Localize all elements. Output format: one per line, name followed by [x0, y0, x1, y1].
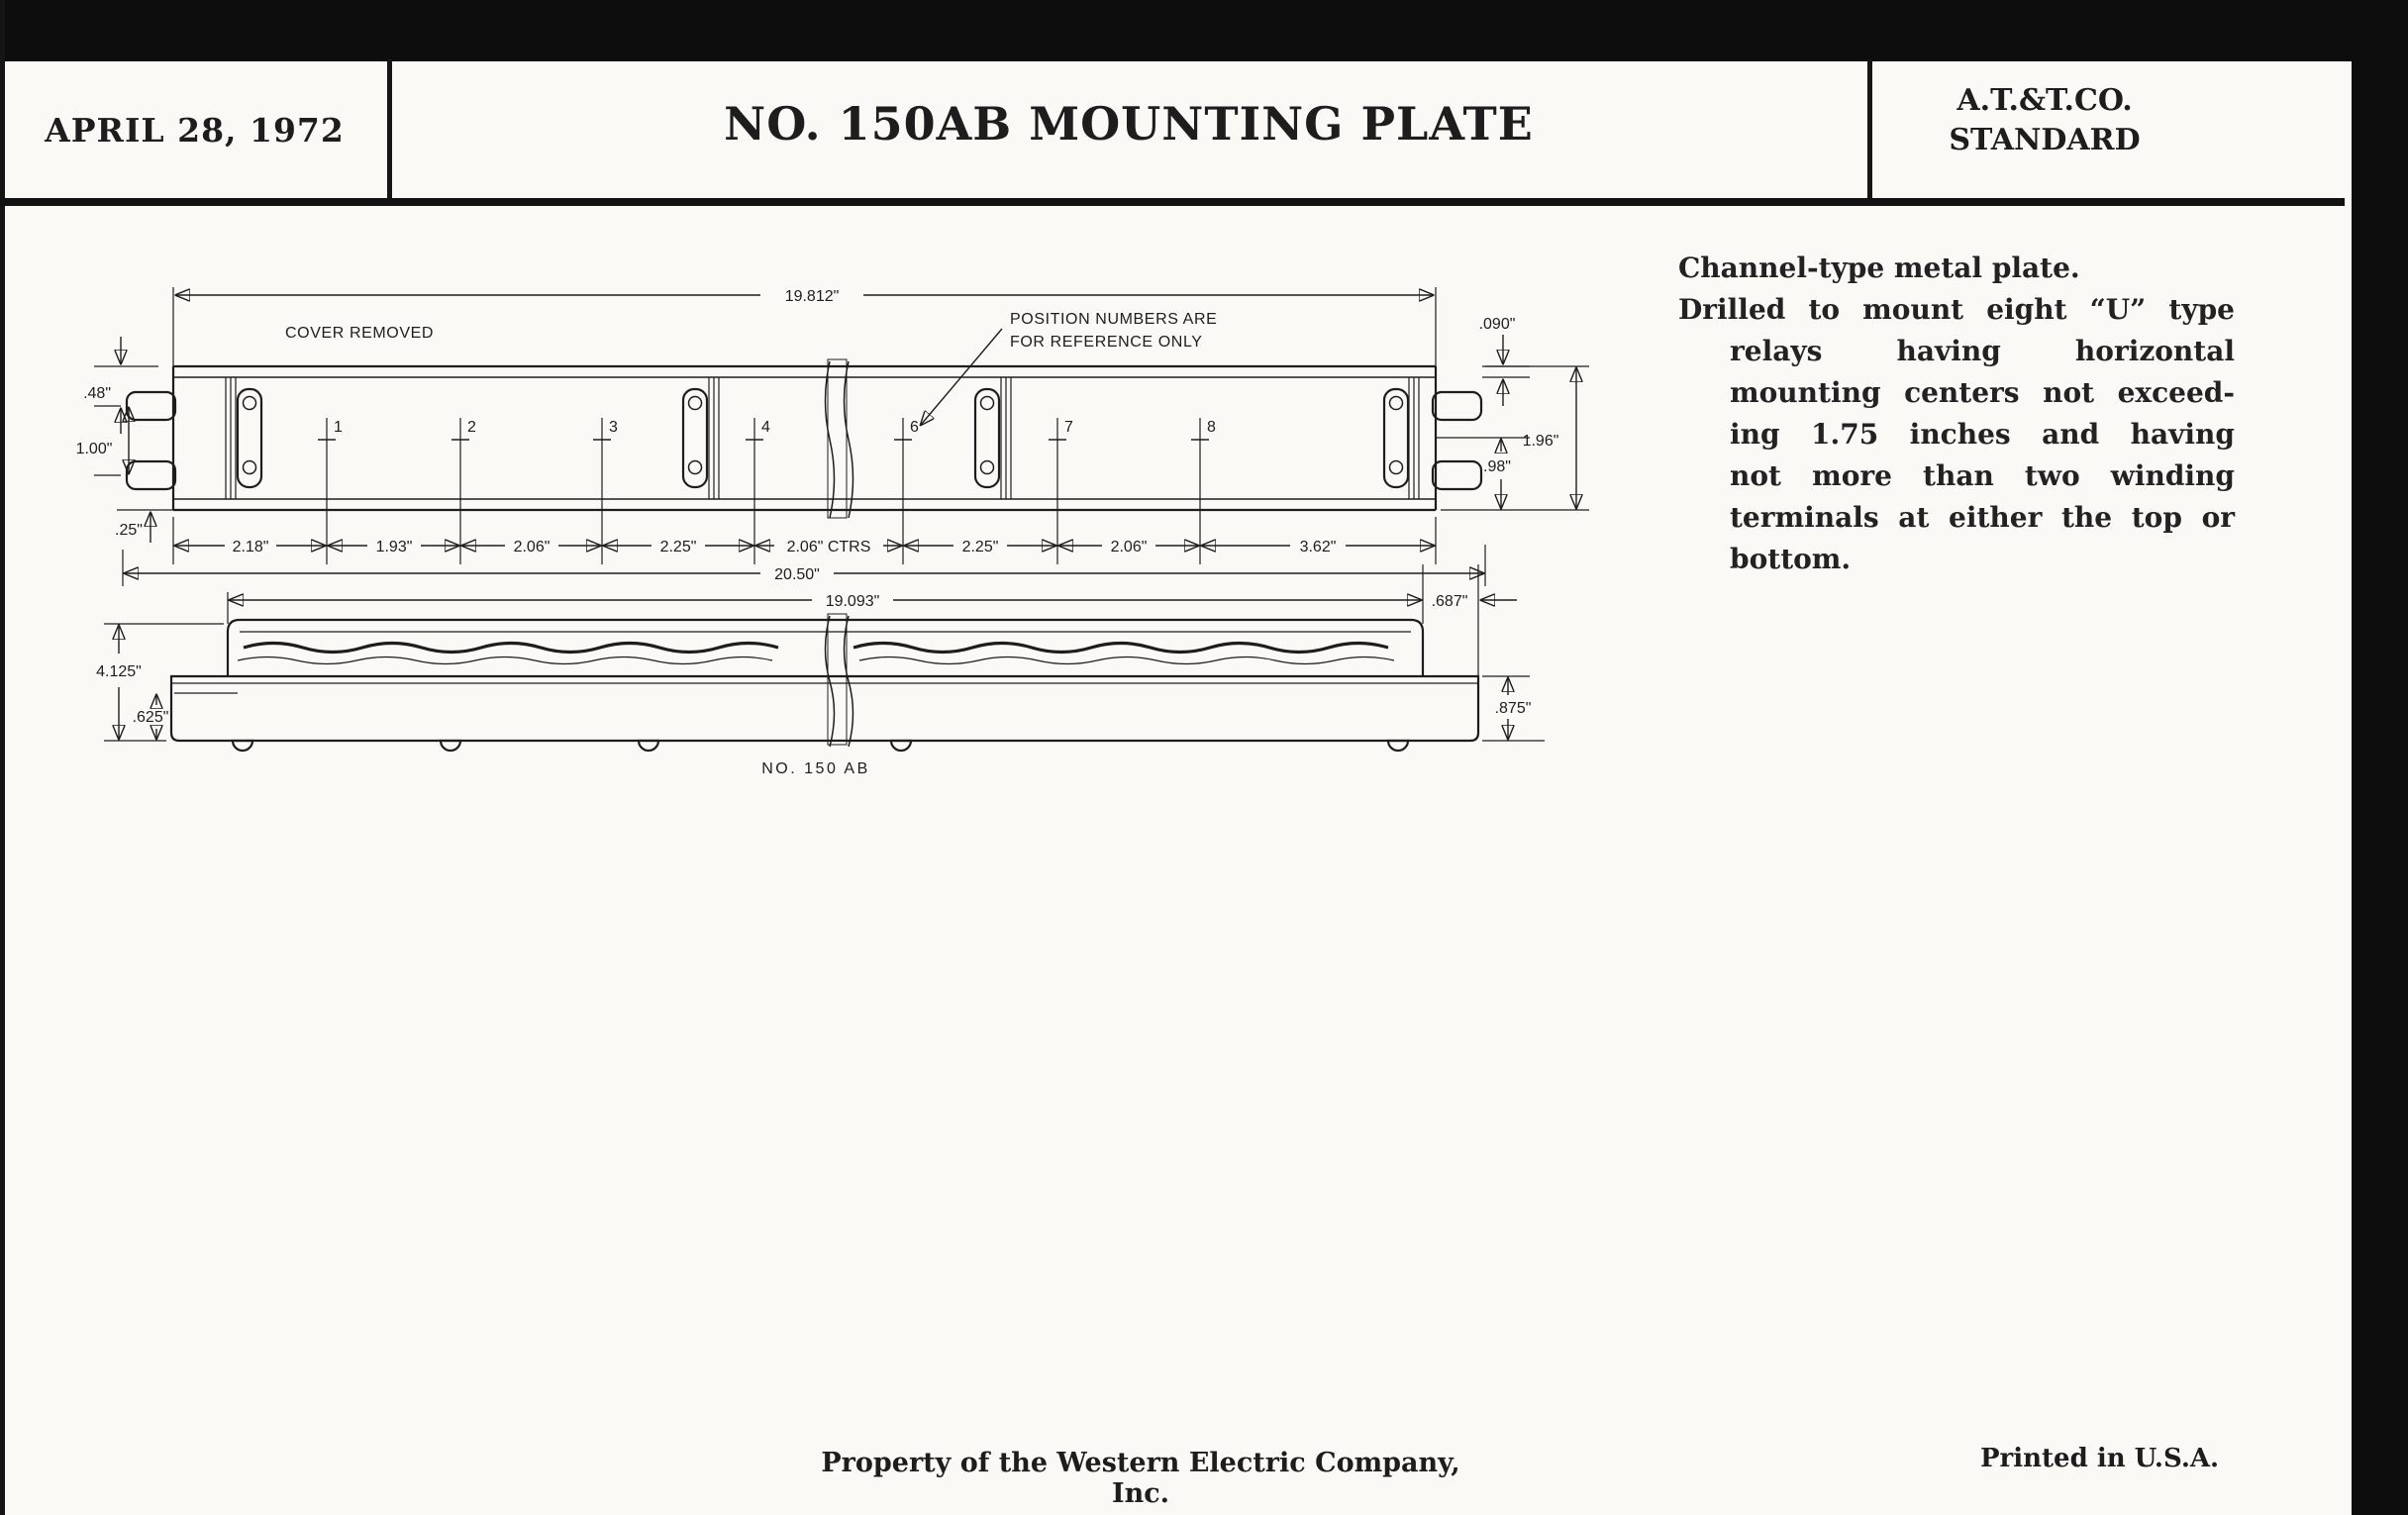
- dim-tab-bottom: .25": [115, 522, 143, 539]
- description-line: ing 1.75 inches and having: [1730, 418, 2235, 451]
- description-line: relays having horizontal: [1730, 335, 2235, 367]
- dim-top-length: 19.812": [784, 288, 840, 305]
- description-line: terminals at either the top or: [1730, 501, 2235, 534]
- position-number: 2: [467, 419, 476, 436]
- description-line: mounting centers not exceed-: [1730, 376, 2235, 409]
- header-date: APRIL 28, 1972: [45, 111, 345, 150]
- dim-segment: 3.62": [1299, 539, 1337, 556]
- header-divider-left: [387, 59, 392, 206]
- description-line: bottom.: [1730, 543, 1852, 575]
- relay-rails: [226, 377, 1419, 499]
- position-note: [921, 311, 1217, 425]
- dim-end-offset: .687": [1431, 593, 1468, 610]
- description-line: not more than two winding: [1730, 459, 2235, 492]
- description-block: [1678, 248, 2235, 580]
- header-rule: [0, 198, 2345, 206]
- front-view-with-cover: [171, 614, 1478, 751]
- position-number: 1: [334, 419, 343, 436]
- position-note-line1: POSITION NUMBERS ARE: [1010, 311, 1218, 328]
- header-divider-right: [1867, 59, 1872, 200]
- dim-segment: 2.06": [513, 539, 551, 556]
- header-organization: [1871, 81, 2218, 160]
- cover-view-dims-right: [1482, 676, 1545, 741]
- position-number: 6: [910, 419, 919, 436]
- position-number: 8: [1207, 419, 1216, 436]
- dim-segment: 2.25": [961, 539, 999, 556]
- position-note-line2: FOR REFERENCE ONLY: [1010, 334, 1203, 351]
- mounting-brackets: [238, 389, 1408, 487]
- org-name: A.T.&T.CO.: [1956, 83, 2133, 118]
- scan-right-border: [2352, 0, 2408, 1515]
- spacing-dimension-row: [173, 517, 1436, 564]
- dim-tab-top: .48": [83, 385, 111, 402]
- technical-drawing: [0, 238, 1683, 812]
- dim-base-height: .875": [1494, 700, 1532, 717]
- dim-segment: 2.18": [232, 539, 269, 556]
- dim-assembly-height: 4.125": [96, 663, 142, 680]
- description-line: Drilled to mount eight “U” type: [1678, 293, 2235, 326]
- left-dimension-stack: [76, 337, 173, 543]
- printed-in-usa: Printed in U.S.A.: [1980, 1444, 2220, 1473]
- drawing-caption: NO. 150 AB: [761, 760, 870, 777]
- position-number: 3: [609, 419, 618, 436]
- dim-segment: 2.06": [1110, 539, 1148, 556]
- dim-overall-length: 20.50": [774, 566, 820, 583]
- dim-segment: 2.25": [659, 539, 697, 556]
- page-title: NO. 150AB MOUNTING PLATE: [724, 97, 1534, 151]
- dim-cover-length: 19.093": [825, 593, 880, 610]
- property-notice: Property of the Western Electric Company, Inc.: [821, 1448, 1460, 1509]
- dim-flange-offset: .090": [1478, 316, 1516, 333]
- dim-segment: 1.93": [375, 539, 413, 556]
- dim-half-height: .98": [1483, 458, 1511, 475]
- position-number: 4: [761, 419, 770, 436]
- description-line: Channel-type metal plate.: [1678, 252, 2080, 284]
- position-markers: [318, 418, 1216, 564]
- scan-top-border: [0, 0, 2408, 61]
- right-dimension-stack: [1436, 316, 1589, 510]
- dim-plate-height: 1.96": [1522, 433, 1559, 450]
- dim-base-step: .625": [132, 709, 169, 726]
- dim-segment: 2.06" CTRS: [786, 539, 871, 556]
- position-number: 7: [1064, 419, 1073, 436]
- cover-view-dims-left: [96, 624, 224, 741]
- top-view-plate: [127, 359, 1481, 518]
- mounting-feet: [233, 741, 1408, 751]
- dim-tab-spacing: 1.00": [75, 441, 113, 457]
- cover-removed-label: COVER REMOVED: [285, 325, 435, 342]
- org-standard-label: STANDARD: [1949, 123, 2141, 157]
